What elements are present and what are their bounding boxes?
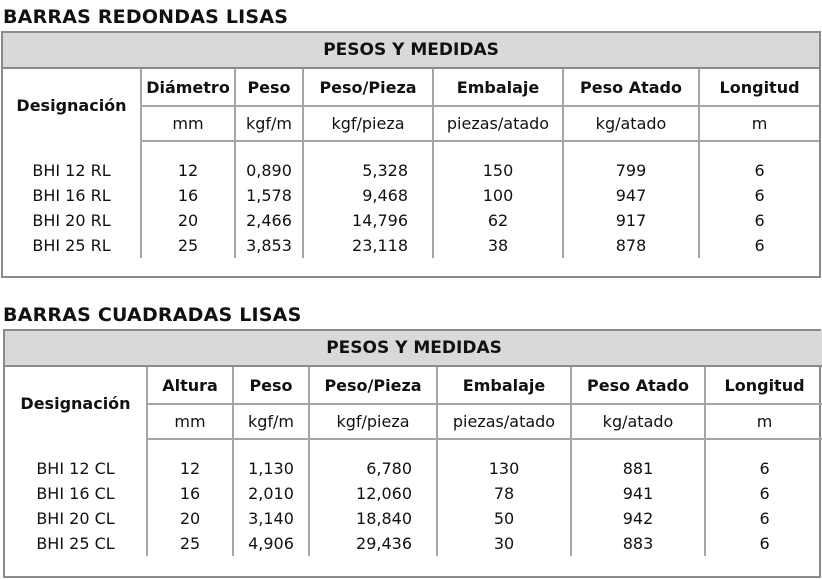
table-cell: 30 xyxy=(437,531,571,556)
unit-label: piezas/atado xyxy=(433,106,563,141)
unit-label: kg/atado xyxy=(563,106,699,141)
table-cell: 799 xyxy=(563,158,699,183)
table-cell: 3,853 xyxy=(235,233,303,258)
square-bars-table xyxy=(3,329,821,578)
table-cell: 130 xyxy=(437,456,571,481)
table-cell: 23,118 xyxy=(303,233,433,258)
unit-label: kgf/pieza xyxy=(303,106,433,141)
table-cell: 6 xyxy=(705,506,822,531)
column-header: Embalaje xyxy=(433,68,563,106)
section-title-round-bars: BARRAS REDONDAS LISAS xyxy=(3,6,289,28)
table-cell: 6 xyxy=(705,531,822,556)
designation-header: Designación xyxy=(16,95,127,115)
unit-label: m xyxy=(705,404,822,439)
table-cell: 878 xyxy=(563,233,699,258)
designation-cell: BHI 12 RL xyxy=(32,161,111,180)
unit-label: mm xyxy=(141,106,235,141)
unit-label: piezas/atado xyxy=(437,404,571,439)
table-cell: 941 xyxy=(571,481,705,506)
table-row xyxy=(3,233,819,258)
table-cell: 6 xyxy=(699,208,819,233)
table-cell: 18,840 xyxy=(309,506,437,531)
column-header: Longitud xyxy=(705,366,822,404)
designation-cell: BHI 25 CL xyxy=(36,534,115,553)
unit-label: kg/atado xyxy=(571,404,705,439)
table-cell: 2,466 xyxy=(235,208,303,233)
table-banner: PESOS Y MEDIDAS xyxy=(5,331,822,366)
table-cell: 0,890 xyxy=(235,158,303,183)
designation-header: Designación xyxy=(20,393,131,413)
table-row xyxy=(5,506,822,531)
table-cell: 14,796 xyxy=(303,208,433,233)
table-cell: 6 xyxy=(699,233,819,258)
table-cell: 6 xyxy=(699,158,819,183)
table-row xyxy=(5,456,822,481)
table-row xyxy=(3,158,819,183)
column-header: Peso/Pieza xyxy=(303,68,433,106)
unit-label: kgf/pieza xyxy=(309,404,437,439)
table-cell: 5,328 xyxy=(303,158,433,183)
table-cell: 78 xyxy=(437,481,571,506)
table-row xyxy=(3,183,819,208)
table-cell: 12 xyxy=(141,158,235,183)
table-cell: 942 xyxy=(571,506,705,531)
designation-cell: BHI 16 CL xyxy=(36,484,115,503)
designation-cell: BHI 20 RL xyxy=(32,211,111,230)
table-cell: 9,468 xyxy=(303,183,433,208)
table-cell: 29,436 xyxy=(309,531,437,556)
table-cell: 2,010 xyxy=(233,481,309,506)
designation-cell: BHI 16 RL xyxy=(32,186,111,205)
table-cell: 150 xyxy=(433,158,563,183)
table-row xyxy=(5,481,822,506)
table-cell: 6,780 xyxy=(309,456,437,481)
designation-cell: BHI 25 RL xyxy=(32,236,111,255)
table-cell: 100 xyxy=(433,183,563,208)
designation-cell: BHI 12 CL xyxy=(36,459,115,478)
table-row xyxy=(3,208,819,233)
table-cell: 12 xyxy=(147,456,233,481)
table-cell: 16 xyxy=(147,481,233,506)
column-header: Embalaje xyxy=(437,366,571,404)
column-header: Longitud xyxy=(699,68,819,106)
table-cell: 62 xyxy=(433,208,563,233)
table-cell: 1,578 xyxy=(235,183,303,208)
table-cell: 38 xyxy=(433,233,563,258)
table-cell: 1,130 xyxy=(233,456,309,481)
table-cell: 6 xyxy=(705,481,822,506)
column-header: Peso xyxy=(235,68,303,106)
table-cell: 20 xyxy=(147,506,233,531)
table-cell: 947 xyxy=(563,183,699,208)
table-cell: 883 xyxy=(571,531,705,556)
table-cell: 12,060 xyxy=(309,481,437,506)
table-cell: 6 xyxy=(699,183,819,208)
table-cell: 20 xyxy=(141,208,235,233)
table-row xyxy=(5,531,822,556)
table-cell: 3,140 xyxy=(233,506,309,531)
table-cell: 25 xyxy=(141,233,235,258)
table-cell: 6 xyxy=(705,456,822,481)
table-cell: 25 xyxy=(147,531,233,556)
table-banner: PESOS Y MEDIDAS xyxy=(3,33,819,68)
table-cell: 881 xyxy=(571,456,705,481)
table-cell: 917 xyxy=(563,208,699,233)
table-cell: 50 xyxy=(437,506,571,531)
column-header: Peso Atado xyxy=(571,366,705,404)
unit-label: kgf/m xyxy=(233,404,309,439)
column-header: Peso/Pieza xyxy=(309,366,437,404)
unit-label: kgf/m xyxy=(235,106,303,141)
column-header: Peso Atado xyxy=(563,68,699,106)
column-header: Altura xyxy=(147,366,233,404)
table-cell: 4,906 xyxy=(233,531,309,556)
table-cell: 16 xyxy=(141,183,235,208)
column-header: Peso xyxy=(233,366,309,404)
unit-label: mm xyxy=(147,404,233,439)
column-header: Diámetro xyxy=(141,68,235,106)
section-title-square-bars: BARRAS CUADRADAS LISAS xyxy=(3,304,302,326)
designation-cell: BHI 20 CL xyxy=(36,509,115,528)
unit-label: m xyxy=(699,106,819,141)
round-bars-table xyxy=(1,31,821,278)
